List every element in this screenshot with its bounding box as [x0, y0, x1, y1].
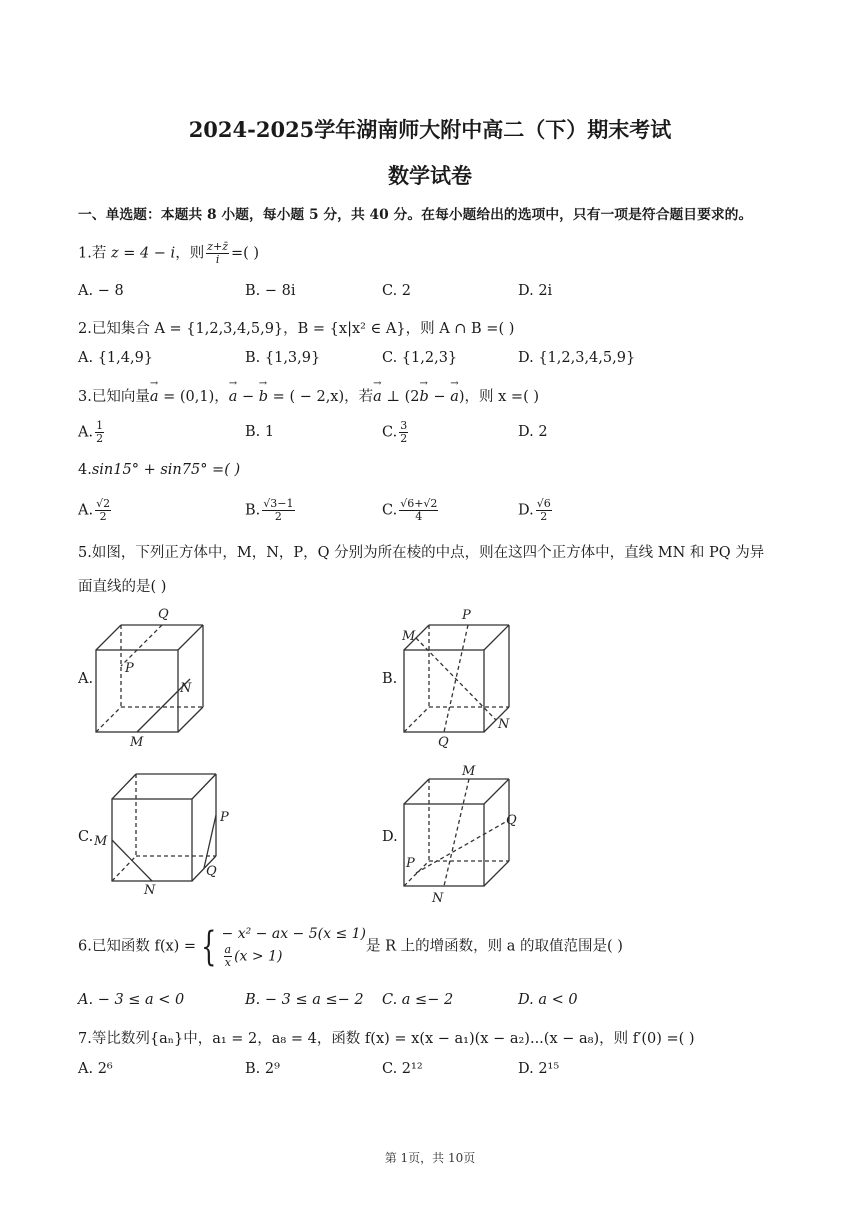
vector-b: → b: [259, 389, 268, 405]
brace: {: [201, 923, 217, 970]
svg-text:N: N: [498, 717, 510, 732]
option-c: C. a ≤− 2: [382, 992, 454, 1008]
svg-text:Q: Q: [158, 607, 169, 622]
svg-text:M: M: [402, 629, 416, 644]
figure-a-label: A.: [78, 671, 94, 687]
question-7-stem: 7.等比数列{aₙ}中，a₁ = 2，a₈ = 4，函数 f(x) = x(x − a₁)(x − a₂)...(x − a₈)，则 f′(0) =( ): [78, 1031, 695, 1047]
option-c: C. 2¹²: [382, 1061, 423, 1077]
cube-figure-d: [398, 762, 528, 907]
question-4-stem: 4.sin15° + sin75° =( ): [78, 462, 241, 478]
question-2-stem: 2.已知集合 A = {1,2,3,4,5,9}，B = {x|x² ∈ A}，则 A ∩ B =( ): [78, 321, 515, 337]
option-d: D. {1,2,3,4,5,9}: [518, 350, 636, 366]
option-b: B. − 8i: [245, 283, 296, 299]
svg-text:Q: Q: [438, 735, 449, 749]
option-b: B. 1: [245, 424, 275, 440]
option-b: B. − 3 ≤ a ≤− 2: [245, 992, 364, 1008]
question-6-stem: 6.已知函数 f(x) = { − x² − ax − 5(x ≤ 1) $\frac{a}{x}$ (x > 1) 是 R 上的增函数，则 a 的取值范围是( ): [78, 923, 623, 970]
svg-text:P: P: [462, 608, 471, 623]
cube-figure-b: [398, 604, 528, 749]
figure-c-label: C.: [78, 829, 94, 845]
option-a: A. − 8: [78, 283, 124, 299]
svg-text:P: P: [220, 810, 229, 825]
cube-figure-c: [92, 763, 232, 898]
option-d: D. 2i: [518, 283, 553, 299]
question-5-stem-line1: 5.如图，下列正方体中，M，N，P，Q 分别为所在棱的中点，则在这四个正方体中，直线 MN 和 PQ 为异: [78, 545, 765, 561]
svg-text:P: P: [406, 856, 415, 871]
option-b: B. {1,3,9}: [245, 350, 321, 366]
svg-text:Q: Q: [506, 813, 517, 828]
option-c: C. $\frac{3}{2}$: [382, 419, 408, 445]
svg-text:M: M: [130, 735, 144, 749]
svg-text:Q: Q: [206, 864, 217, 879]
option-c: C. $\frac{√6+√2}{4}$: [382, 497, 438, 523]
option-a: A. $\frac{√2}{2}$: [78, 497, 111, 523]
svg-text:N: N: [180, 681, 192, 696]
piecewise-cases: − x² − ax − 5(x ≤ 1) $\frac{a}{x}$ (x > 1): [221, 926, 366, 969]
question-3-stem: 3.已知向量→ a = (0,1)，→ a − → b = ( − 2,x)，若→ a ⊥ (2→ b − → a)，则 x =( ): [78, 385, 539, 406]
figure-d-label: D.: [382, 829, 398, 845]
vector-a: → a: [150, 389, 159, 405]
svg-text:N: N: [144, 883, 156, 898]
question-number: 1.: [78, 245, 92, 262]
section-heading: 一、单选题：本题共 8 小题，每小题 5 分，共 40 分。在每小题给出的选项中，只有一项是符合题目要求的。: [78, 207, 753, 223]
option-a: A. − 3 ≤ a < 0: [78, 992, 185, 1008]
question-5-stem-line2: 面直线的是( ): [78, 579, 167, 595]
svg-text:P: P: [125, 661, 134, 676]
svg-text:N: N: [432, 891, 444, 906]
option-b: B. $\frac{√3-1}{2}$: [245, 497, 294, 523]
svg-text:M: M: [94, 834, 108, 849]
svg-text:M: M: [462, 764, 476, 779]
fraction: $\frac{z+z̄}{i}$: [207, 240, 229, 266]
option-d: D. a < 0: [518, 992, 578, 1008]
option-c: C. {1,2,3}: [382, 350, 458, 366]
option-c: C. 2: [382, 283, 412, 299]
exam-title: 2024-2025学年湖南师大附中高二（下）期末考试: [188, 117, 672, 142]
cube-figure-a: [92, 604, 222, 749]
option-d: D. 2¹⁵: [518, 1061, 560, 1077]
option-d: D. $\frac{√6}{2}$: [518, 497, 551, 523]
option-a: A. 2⁶: [78, 1061, 113, 1077]
question-1-stem: 1.若 z = 4 − i，则 $\frac{z+z̄}{i}$ =( ): [78, 240, 260, 266]
option-a: A. $\frac{1}{2}$: [78, 419, 104, 445]
option-b: B. 2⁹: [245, 1061, 280, 1077]
option-d: D. 2: [518, 424, 548, 440]
option-a: A. {1,4,9}: [78, 350, 154, 366]
page-footer: 第 1页，共 10页: [384, 1151, 476, 1165]
exam-subtitle: 数学试卷: [388, 163, 472, 188]
figure-b-label: B.: [382, 671, 398, 687]
